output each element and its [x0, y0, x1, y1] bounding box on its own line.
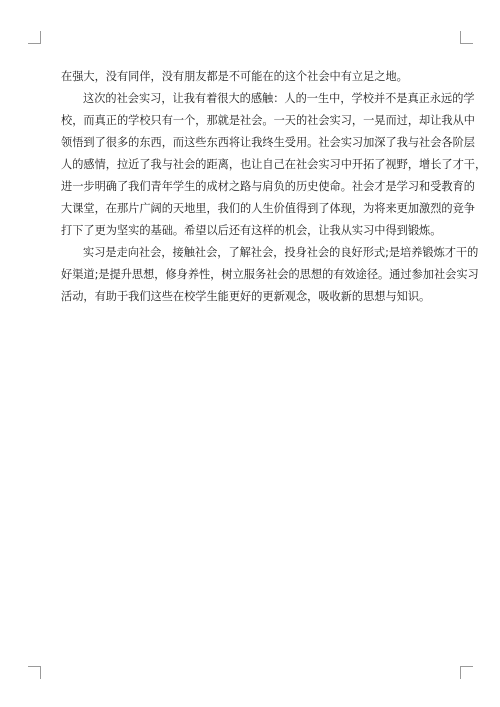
paragraph-3	[61, 242, 479, 308]
text-line: 大课堂，在那片广阔的天地里，我们的人生价值得到了体现，为将来更加激烈的竞争	[61, 202, 475, 215]
text-line: 实习是走向社会，接触社会，了解社会，投身社会的良好形式;是培养锻炼才干的	[83, 246, 479, 259]
text-line: 校，而真正的学校只有一个，那就是社会。一天的社会实习，一晃而过，却让我从中	[61, 114, 475, 127]
crop-mark-bottom-right	[460, 666, 473, 679]
crop-mark-top-right	[460, 31, 473, 44]
text-line: 好渠道;是提升思想，修身养性，树立服务社会的思想的有效途径。通过参加社会实习	[61, 268, 479, 281]
text-line: 打下了更为坚实的基础。希望以后还有这样的机会，让我从实习中得到锻炼。	[61, 224, 442, 237]
crop-mark-top-left	[28, 31, 41, 44]
crop-mark-bottom-left	[28, 666, 41, 679]
text-line: 人的感情，拉近了我与社会的距离，也让自己在社会实习中开拓了视野，增长了才干，	[61, 158, 487, 171]
paragraph-1	[61, 66, 441, 88]
document-body	[61, 66, 487, 308]
text-line: 领悟到了很多的东西，而这些东西将让我终生受用。社会实习加深了我与社会各阶层	[61, 136, 475, 149]
text-line: 进一步明确了我们青年学生的成材之路与肩负的历史使命。社会才是学习和受教育的	[61, 180, 475, 193]
text-line: 活动，有助于我们这些在校学生能更好的更新观念，吸收新的思想与知识。	[61, 290, 431, 303]
text-line: 在强大，没有同伴，没有朋友都是不可能在的这个社会中有立足之地。	[61, 70, 408, 83]
paragraph-2	[61, 88, 487, 242]
text-line: 这次的社会实习，让我有着很大的感触：人的一生中，学校并不是真正永远的学	[83, 92, 475, 105]
